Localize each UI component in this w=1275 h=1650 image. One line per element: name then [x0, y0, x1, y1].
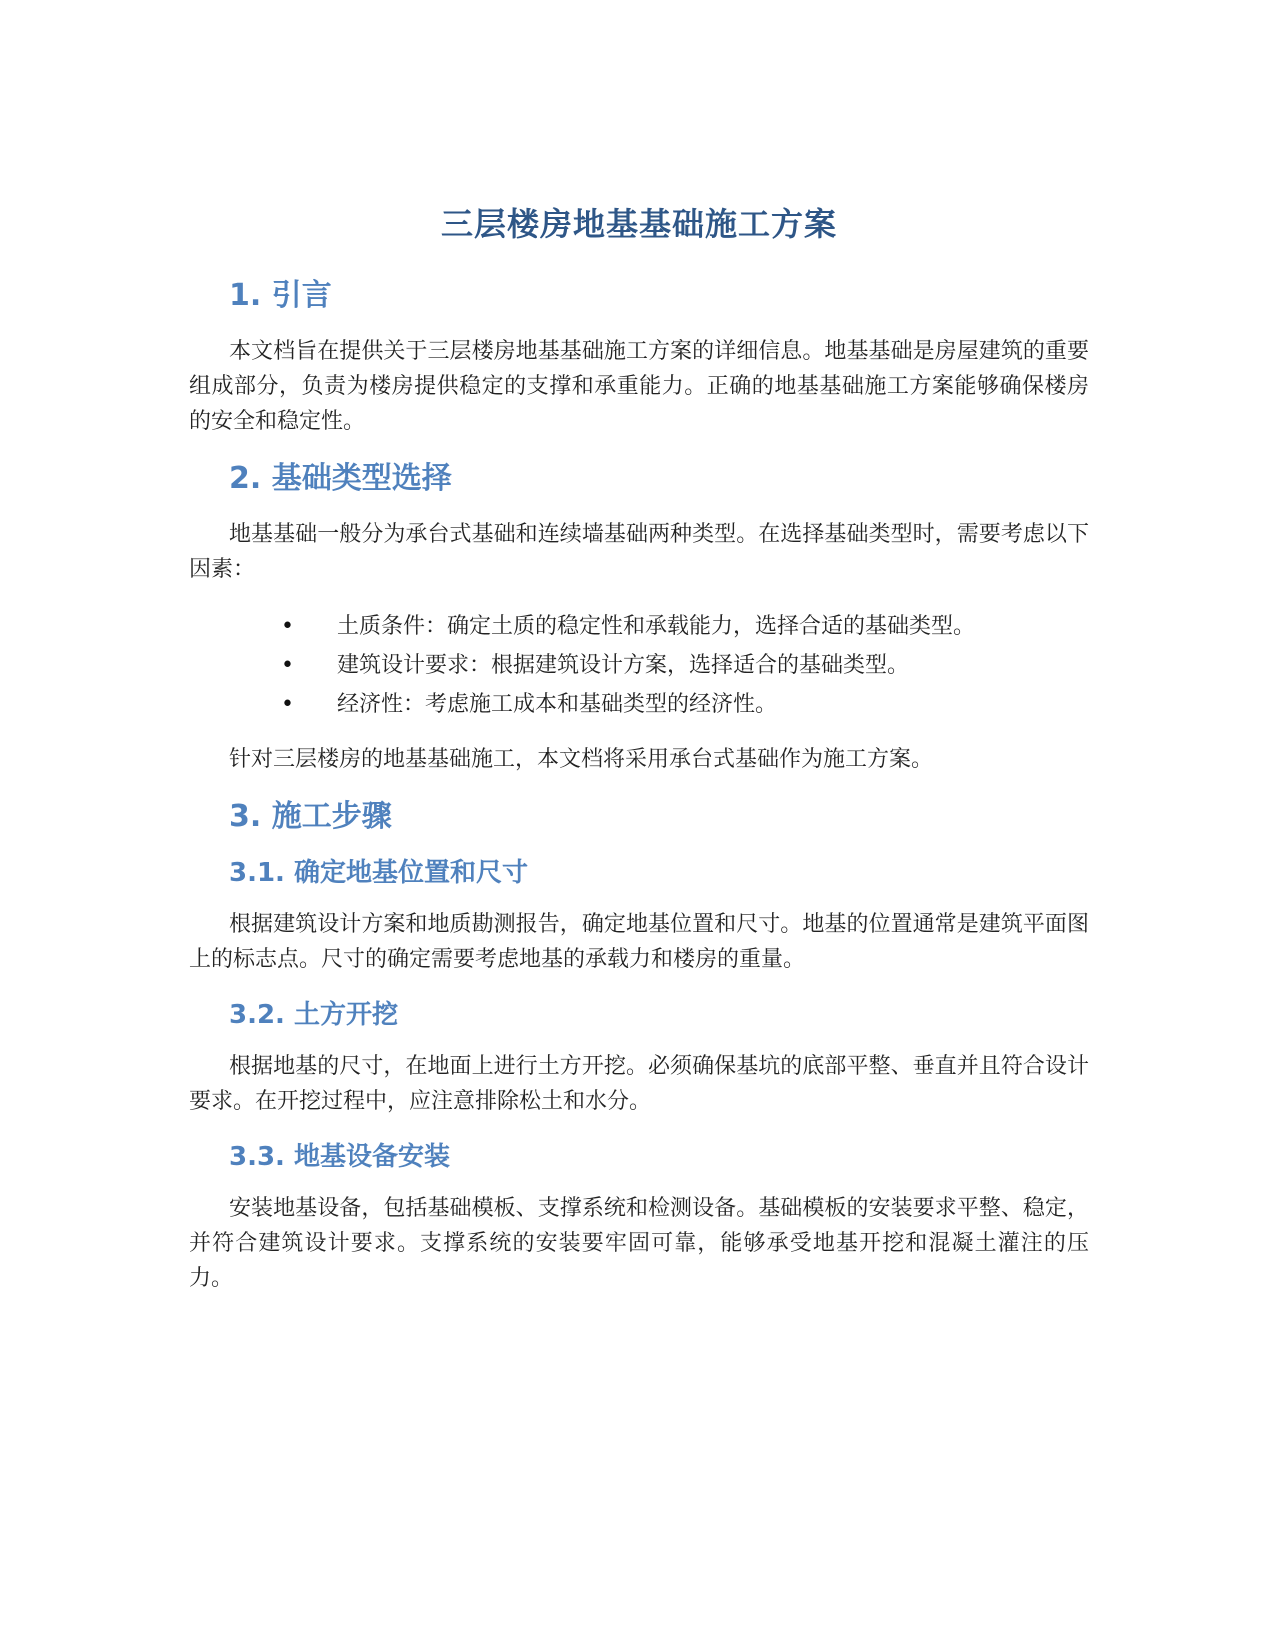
list-item	[189, 607, 1089, 646]
subsection-heading-3-2: 3.2. 土方开挖	[229, 1000, 398, 1030]
list-item	[189, 646, 1089, 685]
section-heading-foundation-type: 2. 基础类型选择	[229, 461, 452, 496]
list-item-text: 经济性：考虑施工成本和基础类型的经济性。	[337, 692, 778, 717]
bullet-icon: •	[281, 692, 294, 717]
subsection-heading-3-1: 3.1. 确定地基位置和尺寸	[229, 858, 528, 888]
intro-paragraph: 本文档旨在提供关于三层楼房地基基础施工方案的详细信息。地基基础是房屋建筑的重要组成部分，负责为楼房提供稳定的支撑和承重能力。正确的地基基础施工方案能够确保楼房的安全和稳定性。	[189, 339, 1089, 434]
section-heading-steps: 3. 施工步骤	[229, 799, 392, 834]
list-item-text: 建筑设计要求：根据建筑设计方案，选择适合的基础类型。	[337, 653, 910, 678]
list-item-text: 土质条件：确定土质的稳定性和承载能力，选择合适的基础类型。	[337, 614, 976, 639]
subsection-heading-3-3: 3.3. 地基设备安装	[229, 1142, 450, 1172]
section-heading-intro: 1. 引言	[229, 278, 332, 313]
factors-list	[189, 607, 1089, 724]
foundation-type-conclusion: 针对三层楼房的地基基础施工，本文档将采用承台式基础作为施工方案。	[229, 747, 934, 772]
bullet-icon: •	[281, 614, 294, 639]
subsection-paragraph-3-3: 安装地基设备，包括基础模板、支撑系统和检测设备。基础模板的安装要求平整、稳定，并符合建筑设计要求。支撑系统的安装要牢固可靠，能够承受地基开挖和混凝土灌注的压力。	[189, 1196, 1089, 1291]
foundation-type-paragraph: 地基基础一般分为承台式基础和连续墙基础两种类型。在选择基础类型时，需要考虑以下因素：	[189, 522, 1089, 582]
document-title: 三层楼房地基基础施工方案	[440, 205, 837, 243]
bullet-icon: •	[281, 653, 294, 678]
list-item	[189, 685, 1089, 724]
document-content	[189, 190, 1089, 1316]
subsection-paragraph-3-1: 根据建筑设计方案和地质勘测报告，确定地基位置和尺寸。地基的位置通常是建筑平面图上的标志点。尺寸的确定需要考虑地基的承载力和楼房的重量。	[189, 912, 1089, 972]
subsection-paragraph-3-2: 根据地基的尺寸，在地面上进行土方开挖。必须确保基坑的底部平整、垂直并且符合设计要求。在开挖过程中，应注意排除松土和水分。	[189, 1054, 1089, 1114]
